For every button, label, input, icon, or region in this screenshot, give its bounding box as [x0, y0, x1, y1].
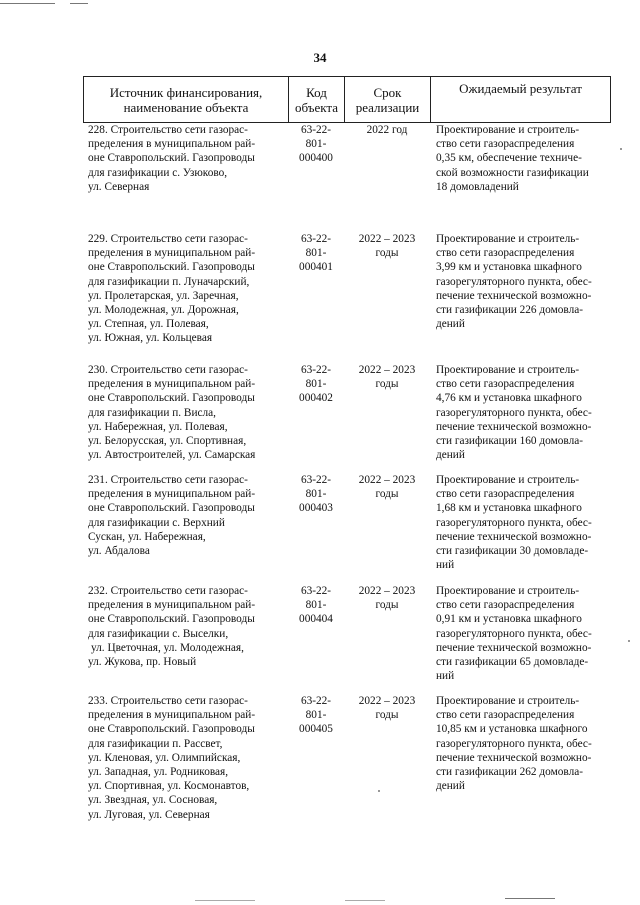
- expected-result: Проектирование и строитель- ство сети газораспределения 3,99 км и установка шкафного газорегуляторного пункта, обес- печение технической возможно- сти газификации 226 домовла- дений: [436, 233, 592, 331]
- scan-artifact: [345, 900, 385, 901]
- scan-artifact: [70, 3, 88, 4]
- expected-result: Проектирование и строитель- ство сети газораспределения 0,91 км и установка шкафного газорегуляторного пункта, обес- печение технической возможно- сти газификации 65 домовладе- ний: [436, 585, 592, 683]
- object-name: 229. Строительство сети газорас- пределения в муниципальном рай- оне Ставропольский. Газопроводы для газификации п. Луначарский, ул. Пролетарская, ул. Заречная, ул. Молодежная, ул. Дорожная, ул. Степная, ул. Полевая, ул. Южная, ул. Кольцевая: [88, 233, 256, 345]
- expected-result: Проектирование и строитель- ство сети газораспределения 0,35 км, обеспечение техниче- ской возможности газификации 18 домовладений: [436, 124, 589, 193]
- scan-speck: [628, 640, 630, 642]
- header-source: Источник финансирования, наименование объекта: [84, 77, 289, 123]
- object-name: 228. Строительство сети газорас- пределения в муниципальном рай- оне Ставропольский. Газопроводы для газификации с. Узюково, ул. Северная: [88, 124, 256, 193]
- header-code: Код объекта: [289, 77, 345, 123]
- object-code: 63-22- 801- 000401: [299, 233, 333, 274]
- object-code: 63-22- 801- 000402: [299, 364, 333, 405]
- object-code: 63-22- 801- 000405: [299, 695, 333, 736]
- object-name: 233. Строительство сети газорас- пределения в муниципальном рай- оне Ставропольский. Газопроводы для газификации п. Рассвет, ул. Кленовая, ул. Олимпийская, ул. Западная, ул. Родниковая, ул. Спортивная, ул. Космонавтов, ул. Звездная, ул. Сосновая, ул. Луговая, ул. Северная: [88, 695, 256, 821]
- object-name: 231. Строительство сети газорас- пределения в муниципальном рай- оне Ставропольский. Газопроводы для газификации с. Верхний Сускан, ул. Набережная, ул. Абдалова: [88, 474, 256, 558]
- object-code: 63-22- 801- 000404: [299, 585, 333, 626]
- header-result: Ожидаемый результат: [431, 77, 611, 123]
- table-row: [83, 473, 610, 584]
- implementation-term: 2022 – 2023 годы: [358, 474, 416, 501]
- table-row: [83, 584, 610, 694]
- scan-artifact: [195, 900, 255, 901]
- expected-result: Проектирование и строитель- ство сети газораспределения 4,76 км и установка шкафного газорегуляторного пункта, обес- печение технической возможно- сти газификации 160 домовла- дений: [436, 364, 592, 462]
- object-name: 232. Строительство сети газорас- пределения в муниципальном рай- оне Ставропольский. Газопроводы для газификации с. Выселки, ул. Цветочная, ул. Молодежная, ул. Жукова, пр. Новый: [88, 585, 256, 669]
- table-row: [83, 363, 610, 473]
- table-body: [83, 123, 610, 834]
- implementation-term: 2022 – 2023 годы: [358, 695, 416, 722]
- scan-artifact: [0, 3, 55, 4]
- scan-artifact: [505, 898, 555, 899]
- expected-result: Проектирование и строитель- ство сети газораспределения 10,85 км и установка шкафного газорегуляторного пункта, обес- печение технической возможно- сти газификации 262 домовла- дений: [436, 695, 592, 793]
- scan-speck: [620, 148, 622, 150]
- table-row: [83, 232, 610, 363]
- implementation-term: 2022 год: [366, 124, 408, 136]
- header-term: Срок реализации: [345, 77, 431, 123]
- page-number: 34: [313, 50, 327, 65]
- object-code: 63-22- 801- 000400: [299, 124, 333, 165]
- table-row: [83, 694, 610, 834]
- table-header: [83, 76, 611, 123]
- implementation-term: 2022 – 2023 годы: [358, 585, 416, 612]
- object-code: 63-22- 801- 000403: [299, 474, 333, 515]
- expected-result: Проектирование и строитель- ство сети газораспределения 1,68 км и установка шкафного газорегуляторного пункта, обес- печение технической возможно- сти газификации 30 домовладе- ний: [436, 474, 592, 572]
- implementation-term: 2022 – 2023 годы: [358, 233, 416, 260]
- implementation-term: 2022 – 2023 годы: [358, 364, 416, 391]
- object-name: 230. Строительство сети газорас- пределения в муниципальном рай- оне Ставропольский. Газопроводы для газификации п. Висла, ул. Набережная, ул. Полевая, ул. Белорусская, ул. Спортивная, ул. Автостроителей, ул. Самарская: [88, 364, 256, 462]
- table-row: [83, 123, 610, 232]
